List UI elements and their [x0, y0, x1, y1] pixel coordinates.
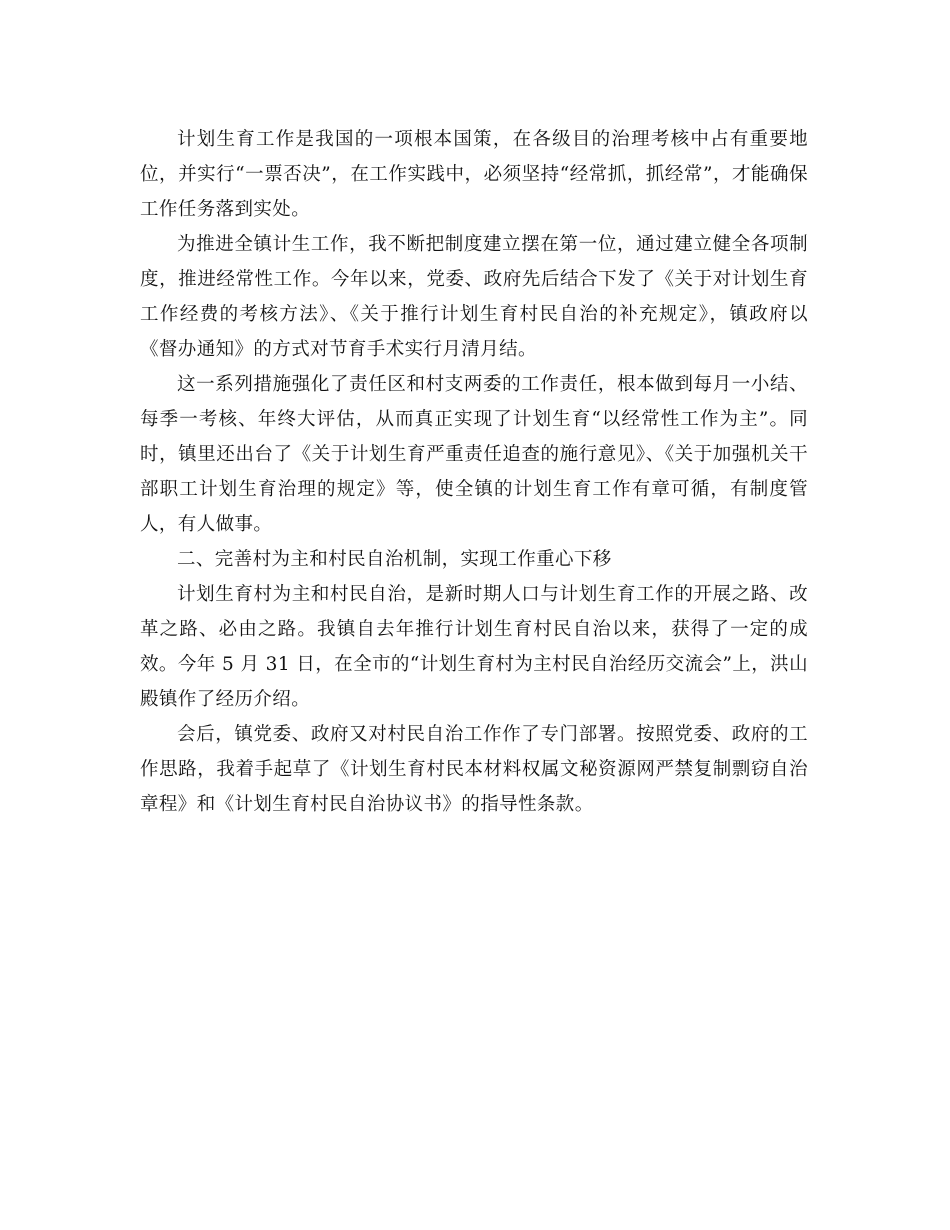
paragraph-5: 会后，镇党委、政府又对村民自治工作作了专门部署。按照党委、政府的工作思路，我着手起草了《计划生育村民本材料权属文秘资源网严禁复制剽窃自治章程》和《计划生育村民自治协议书》的指导性条款。 [140, 724, 808, 815]
paragraph-2: 为推进全镇计生工作，我不断把制度建立摆在第一位，通过建立健全各项制度，推进经常性工作。今年以来，党委、政府先后结合下发了《关于对计划生育工作经费的考核方法》、《关于推行计划生育村民自治的补充规定》，镇政府以《督办通知》的方式对节育手术实行月清月结。 [140, 234, 808, 360]
paragraph-4: 计划生育村为主和村民自治，是新时期人口与计划生育工作的开展之路、改革之路、必由之路。我镇自去年推行计划生育村民自治以来，获得了一定的成效。今年 5 月 31 日，在全市的“计划生育村为主村民自治经历交流会”上，洪山殿镇作了经历介绍。 [140, 584, 808, 710]
document-body [140, 122, 808, 822]
paragraph-1: 计划生育工作是我国的一项根本国策，在各级目的治理考核中占有重要地位，并实行“一票否决”，在工作实践中，必须坚持“经常抓，抓经常”，才能确保工作任务落到实处。 [140, 129, 808, 220]
paragraph-3: 这一系列措施强化了责任区和村支两委的工作责任，根本做到每月一小结、每季一考核、年终大评估，从而真正实现了计划生育“以经常性工作为主”。同时，镇里还出台了《关于计划生育严重责任追查的施行意见》、《关于加强机关干部职工计划生育治理的规定》等，使全镇的计划生育工作有章可循，有制度管人，有人做事。 [140, 374, 808, 535]
section-heading: 二、完善村为主和村民自治机制，实现工作重心下移 [177, 549, 612, 570]
